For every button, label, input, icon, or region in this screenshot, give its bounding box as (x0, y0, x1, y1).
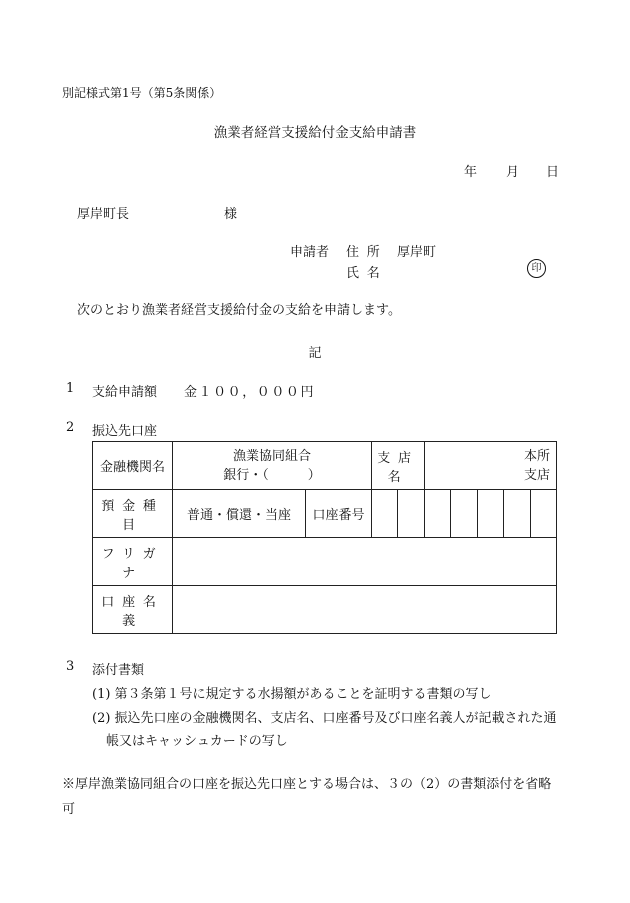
account-holder-field[interactable] (173, 586, 557, 634)
date-year-label: 年 (464, 165, 478, 180)
item2-number: 2 (66, 420, 75, 435)
address-value: 厚岸町 (397, 245, 437, 260)
bank-name-label: 金融機関名 (93, 442, 173, 490)
name-label: 氏名 (346, 266, 388, 281)
account-number-label: 口座番号 (306, 490, 372, 538)
branch-label: 支店名 (372, 442, 425, 490)
addressee-name: 厚岸町長 (77, 207, 130, 222)
date-day-label: 日 (546, 165, 560, 180)
address-label: 住所 (346, 245, 388, 260)
bank-option-bank: 銀行・（ ） (223, 467, 321, 483)
account-digit-cell[interactable] (531, 490, 557, 538)
attachment-2-continued: 帳又はキャッシュカードの写し (106, 734, 288, 749)
bank-option-fishery: 漁業協同組合 (232, 448, 311, 464)
item1-label: 支給申請額 (92, 385, 158, 400)
form-reference: 別記様式第1号（第5条関係） (62, 86, 222, 100)
holder-row (93, 586, 557, 634)
account-holder-label: 口座名義 (93, 586, 173, 634)
note-text-continued: 可 (62, 802, 76, 817)
attachment-2: (2) 振込先口座の金融機関名、支店名、口座番号及び口座名義人が記載された通 (92, 711, 557, 726)
applicant-label: 申請者 (290, 245, 330, 260)
note-text: ※厚岸漁業協同組合の口座を振込先口座とする場合は、３の（2）の書類添付を省略 (62, 777, 552, 792)
furigana-field[interactable] (173, 538, 557, 586)
bank-row (93, 442, 557, 490)
seal-mark: 印 (527, 259, 546, 278)
account-table (92, 441, 557, 634)
account-digit-cell[interactable] (504, 490, 531, 538)
item1-number: 1 (66, 381, 75, 396)
account-digit-cell[interactable] (451, 490, 478, 538)
branch-sub-option: 支店 (523, 467, 550, 483)
attachment-1: (1) 第３条第１号に規定する水揚額があることを証明する書類の写し (92, 687, 492, 702)
item2-label: 振込先口座 (92, 424, 158, 439)
document-title: 漁業者経営支援給付金支給申請書 (213, 125, 417, 141)
item3-label: 添付書類 (92, 663, 145, 678)
furigana-label: フリガナ (93, 538, 173, 586)
intro-text: 次のとおり漁業者経営支援給付金の支給を申請します。 (77, 303, 401, 318)
addressee-honorific: 様 (224, 207, 238, 222)
furigana-row (93, 538, 557, 586)
account-digit-cell[interactable] (372, 490, 398, 538)
account-digit-cell[interactable] (478, 490, 504, 538)
account-digit-cell[interactable] (398, 490, 425, 538)
date-month-label: 月 (506, 165, 520, 180)
account-digit-cell[interactable] (425, 490, 451, 538)
bank-name-cell[interactable] (173, 442, 372, 490)
item1-amount: 金１００，０００円 (184, 385, 316, 400)
branch-main-option: 本所 (523, 448, 550, 464)
deposit-type-options[interactable]: 普通・償還・当座 (173, 490, 306, 538)
deposit-row (93, 490, 557, 538)
item3-number: 3 (66, 659, 75, 674)
branch-cell[interactable] (425, 442, 557, 490)
ki-heading: 記 (308, 346, 322, 361)
deposit-type-label: 預金種目 (93, 490, 173, 538)
